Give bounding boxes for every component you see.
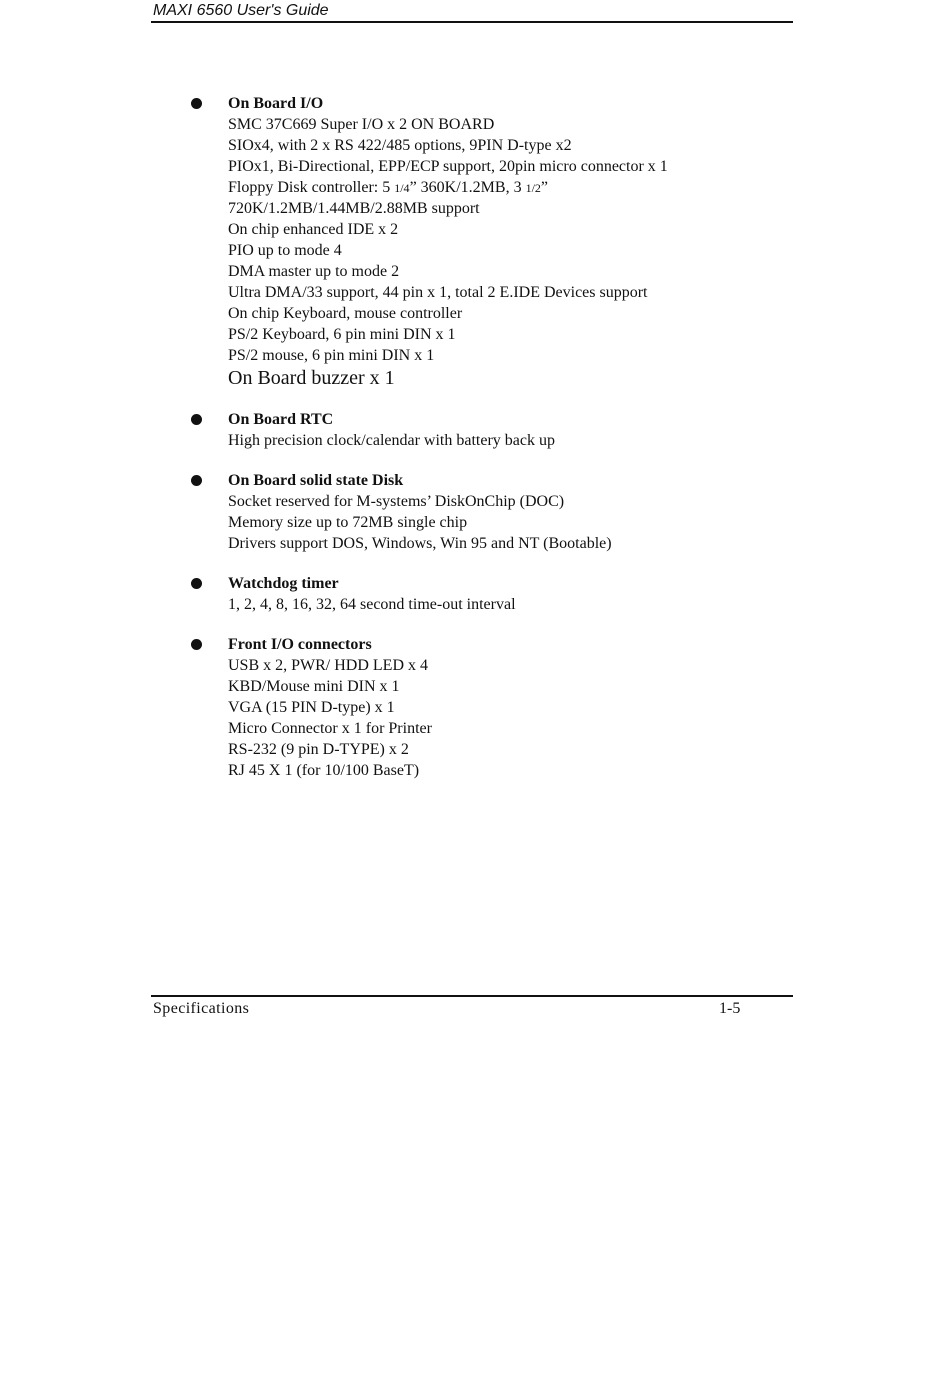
spec-line: SIOx4, with 2 x RS 422/485 options, 9PIN D-type x2 <box>228 137 572 154</box>
spec-line: VGA (15 PIN D-type) x 1 <box>228 699 395 716</box>
section-heading: On Board RTC <box>228 411 334 428</box>
spec-line: PS/2 mouse, 6 pin mini DIN x 1 <box>228 347 435 364</box>
spec-line-floppy <box>228 177 950 198</box>
section-heading: Watchdog timer <box>228 575 339 592</box>
spec-section-watchdog <box>0 573 950 615</box>
spec-line: On chip enhanced IDE x 2 <box>228 221 399 238</box>
section-heading: On Board I/O <box>228 95 324 112</box>
section-heading: On Board solid state Disk <box>228 472 404 489</box>
spec-line: PIOx1, Bi-Directional, EPP/ECP support, 20pin micro connector x 1 <box>228 158 668 175</box>
spec-line: Micro Connector x 1 for Printer <box>228 720 432 737</box>
spec-line: RS-232 (9 pin D-TYPE) x 2 <box>228 741 409 758</box>
bullet-icon <box>191 475 202 486</box>
bullet-icon <box>191 639 202 650</box>
running-header-title: MAXI 6560 User's Guide <box>153 2 329 19</box>
spec-line: DMA master up to mode 2 <box>228 263 400 280</box>
spec-section-rtc <box>0 409 950 451</box>
footer-rule <box>151 995 793 997</box>
spec-line: On chip Keyboard, mouse controller <box>228 305 463 322</box>
spec-section-onboard-io <box>0 93 950 390</box>
spec-section-front-io <box>0 634 950 781</box>
bullet-icon <box>191 578 202 589</box>
bullet-icon <box>191 414 202 425</box>
section-heading: Front I/O connectors <box>228 636 372 653</box>
spec-line-buzzer: On Board buzzer x 1 <box>228 367 395 389</box>
spec-line: Drivers support DOS, Windows, Win 95 and NT (Bootable) <box>228 535 612 552</box>
spec-line: Ultra DMA/33 support, 44 pin x 1, total 2 E.IDE Devices support <box>228 284 648 301</box>
spec-section-solid-state-disk <box>0 470 950 554</box>
spec-line: 1, 2, 4, 8, 16, 32, 64 second time-out interval <box>228 596 516 613</box>
spec-line: PS/2 Keyboard, 6 pin mini DIN x 1 <box>228 326 456 343</box>
spec-line: RJ 45 X 1 (for 10/100 BaseT) <box>228 762 420 779</box>
spec-line: 720K/1.2MB/1.44MB/2.88MB support <box>228 200 480 217</box>
fraction-half: 1/2 <box>525 181 541 195</box>
header-rule <box>151 21 793 23</box>
spec-line: High precision clock/calendar with battery back up <box>228 432 555 449</box>
floppy-text-a: Floppy Disk controller: 5 <box>228 179 395 196</box>
fraction-quarter: 1/4 <box>394 181 410 195</box>
footer-page-number: 1-5 <box>719 1000 741 1017</box>
bullet-icon <box>191 98 202 109</box>
floppy-text-b: ” 360K/1.2MB, 3 <box>409 179 526 196</box>
floppy-text-c: ” <box>540 179 549 196</box>
spec-line: USB x 2, PWR/ HDD LED x 4 <box>228 657 429 674</box>
spec-line: Socket reserved for M-systems’ DiskOnChip (DOC) <box>228 493 565 510</box>
footer-section-name: Specifications <box>153 1000 250 1017</box>
spec-line: Memory size up to 72MB single chip <box>228 514 468 531</box>
spec-list <box>0 93 950 800</box>
spec-line: PIO up to mode 4 <box>228 242 342 259</box>
spec-line: SMC 37C669 Super I/O x 2 ON BOARD <box>228 116 495 133</box>
spec-line: KBD/Mouse mini DIN x 1 <box>228 678 400 695</box>
